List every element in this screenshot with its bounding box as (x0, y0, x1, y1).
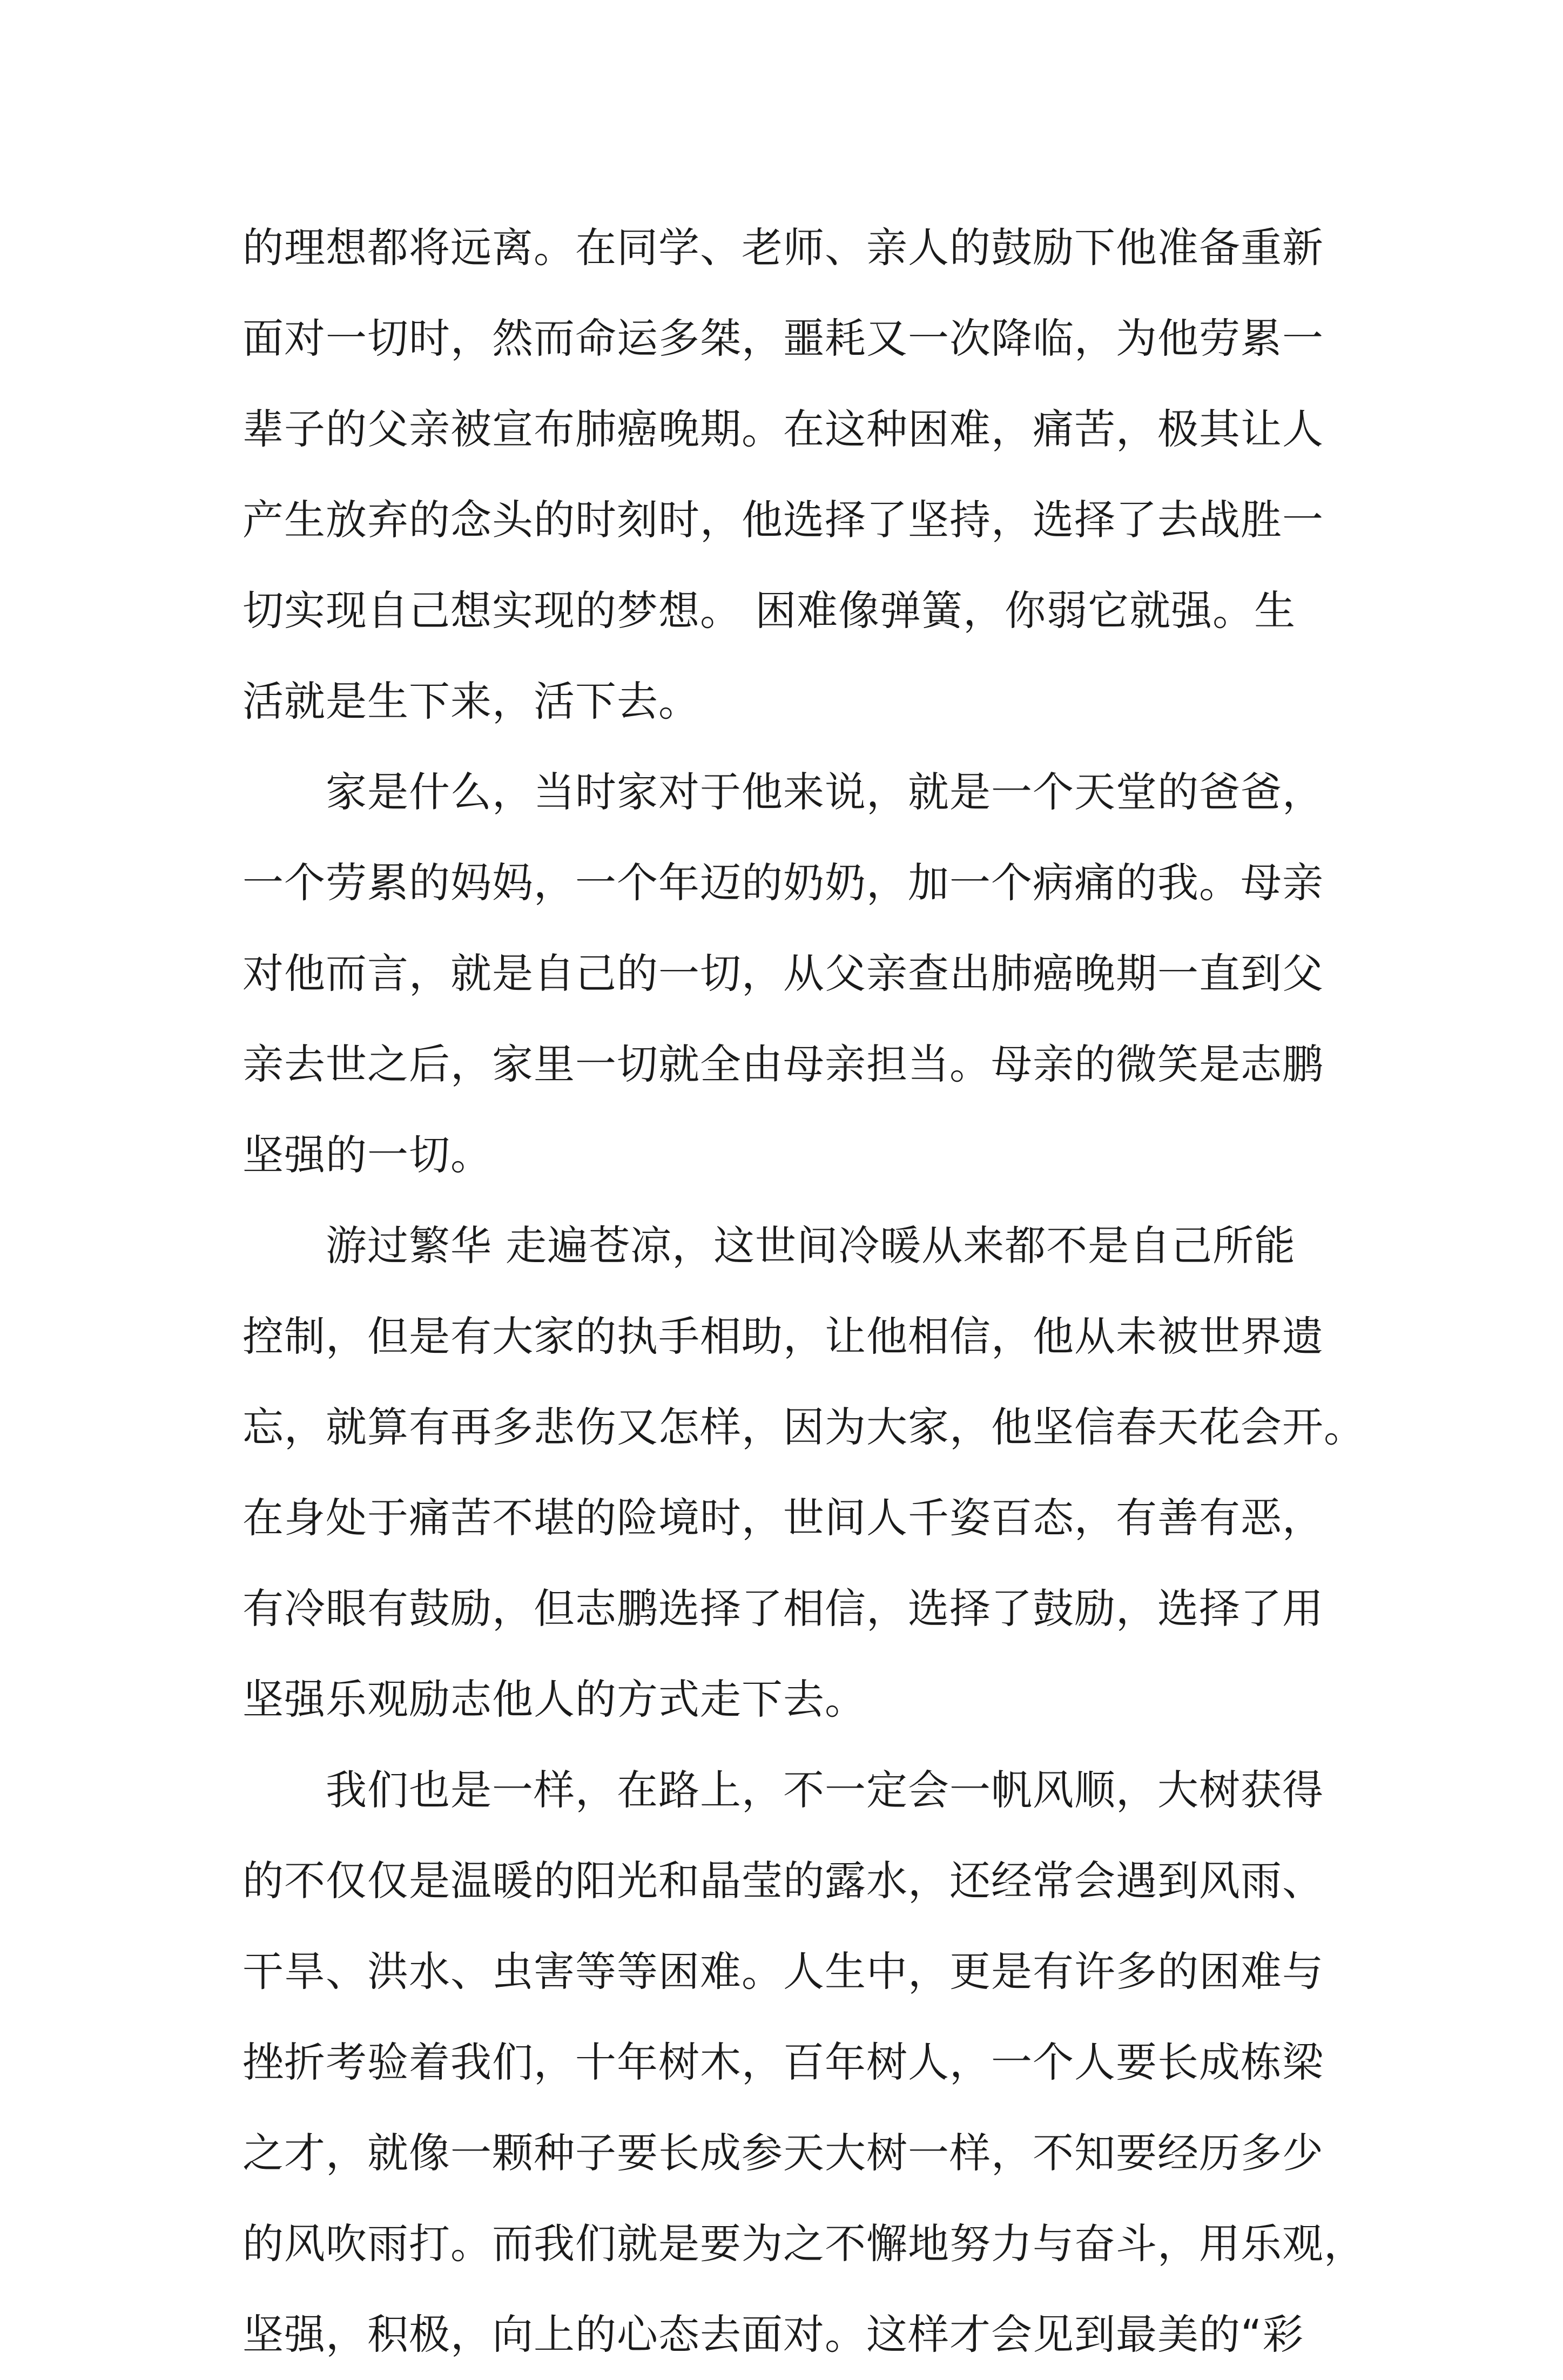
text-line: 之才，就像一颗种子要长成参天大树一样，不知要经历多少 (242, 2129, 1324, 2177)
text-line: 坚强乐观励志他人的方式走下去。 (242, 1675, 866, 1723)
text-line: 控制，但是有大家的执手相助，让他相信，他从未被世界遗 (242, 1312, 1324, 1360)
text-line: 切实现自己想实现的梦想。 困难像弹簧，你弱它就强。生 (242, 586, 1296, 635)
text-line: 家是什么，当时家对于他来说，就是一个天堂的爸爸， (242, 768, 1324, 816)
text-line: 游过繁华 走遍苍凉，这世间冷暖从来都不是自己所能 (242, 1222, 1296, 1270)
text-line: 我们也是一样，在路上，不一定会一帆风顺，大树获得 (242, 1766, 1324, 1814)
text-line: 一个劳累的妈妈，一个年迈的奶奶，加一个病痛的我。母亲 (242, 859, 1324, 907)
text-line: 在身处于痛苦不堪的险境时，世间人千姿百态，有善有恶， (242, 1494, 1324, 1542)
text-line: 干旱、洪水、虫害等等困难。人生中，更是有许多的困难与 (242, 1947, 1324, 1995)
text-line: 对他而言，就是自己的一切，从父亲查出肺癌晚期一直到父 (242, 949, 1324, 997)
text-line: 坚强，积极，向上的心态去面对。这样才会见到最美的“彩 (242, 2310, 1304, 2358)
text-line: 亲去世之后，家里一切就全由母亲担当。母亲的微笑是志鹏 (242, 1040, 1324, 1088)
text-line: 产生放弃的念头的时刻时，他选择了坚持，选择了去战胜一 (242, 496, 1324, 544)
text-line: 面对一切时，然而命运多桀，噩耗又一次降临，为他劳累一 (242, 314, 1324, 362)
text-line: 辈子的父亲被宣布肺癌晚期。在这种困难，痛苦，极其让人 (242, 405, 1324, 453)
text-line: 的理想都将远离。在同学、老师、亲人的鼓励下他准备重新 (242, 224, 1324, 272)
text-line: 的不仅仅是温暖的阳光和晶莹的露水，还经常会遇到风雨、 (242, 1857, 1324, 1905)
text-line: 活就是生下来，活下去。 (242, 677, 700, 725)
text-line: 挫折考验着我们，十年树木，百年树人，一个人要长成栋梁 (242, 2038, 1324, 2086)
body-text (242, 203, 1365, 2380)
text-line: 有冷眼有鼓励，但志鹏选择了相信，选择了鼓励，选择了用 (242, 1585, 1324, 1633)
text-line: 的风吹雨打。而我们就是要为之不懈地努力与奋斗，用乐观， (242, 2220, 1365, 2268)
text-line: 忘，就算有再多悲伤又怎样，因为大家，他坚信春天花会开。 (242, 1403, 1365, 1451)
text-line: 坚强的一切。 (242, 1131, 492, 1179)
